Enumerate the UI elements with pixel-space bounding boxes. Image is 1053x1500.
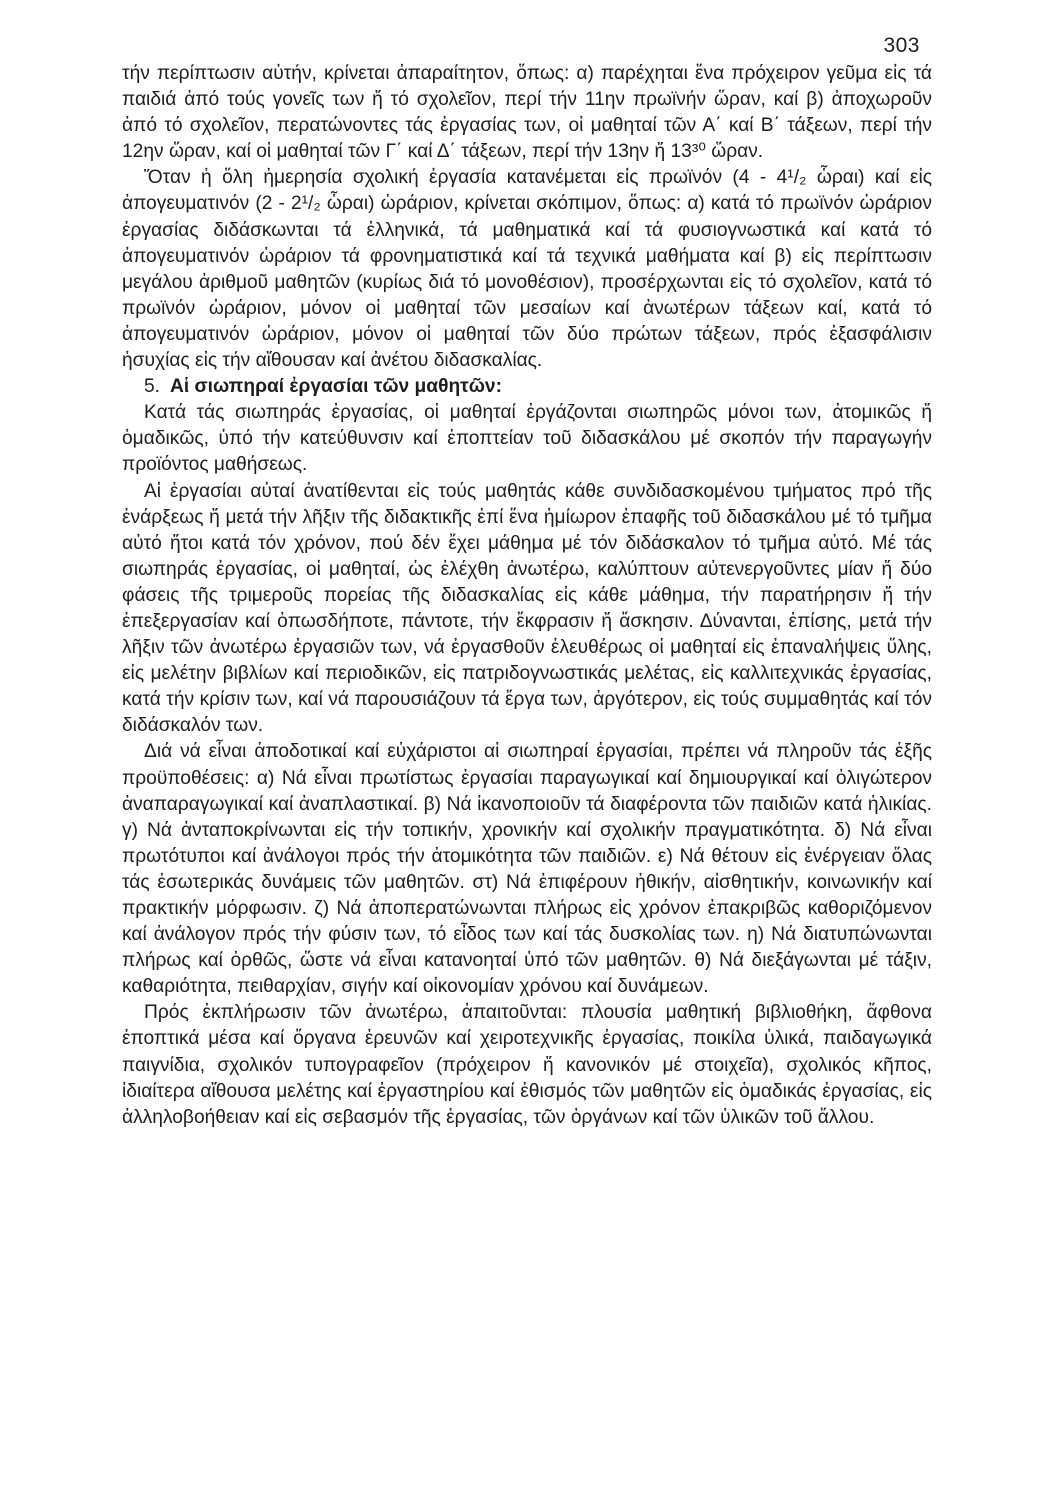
page-number: 303 <box>883 34 920 57</box>
section-title: Αἱ σιωπηραί ἐργασίαι τῶν μαθητῶν: <box>170 376 502 398</box>
section-heading <box>122 374 932 400</box>
paragraph-assignment: Αἱ ἐργασίαι αὐταί ἀνατίθενται εἰς τούς μαθητάς κάθε συνδιδασκομένου τμήματος πρό τῆς ἐνάρξεως ἤ μετά τήν λῆξιν τῆς διδακτικῆς ἐπί ἕνα ἡμίωρον ἐπαφῆς τοῦ διδασκάλου μέ τό τμῆμα αὐτό ἤτοι κατά τόν χρόνον, πού δέν ἔχει μάθημα μέ τόν διδάσκαλον τό τμῆμα αὐτό. Μέ τάς σιωπηράς ἐργασίας, οἱ μαθηταί, ὡς ἐλέχθη ἀνωτέρω, καλύπτουν αὐτενεργοῦντες μίαν ἤ δύο φάσεις τῆς τριμεροῦς πορείας τῆς διδασκαλίας εἰς κάθε μάθημα, τήν παρατήρησιν ἤ τήν ἐπεξεργασίαν καί ὁπωσδήποτε, πάντοτε, τήν ἔκφρασιν ἤ ἄσκησιν. Δύνανται, ἐπίσης, μετά τήν λῆξιν τῶν ἀνωτέρω ἐργασιῶν των, νά ἐργασθοῦν ἐλευθέρως οἱ μαθηταί εἰς ἐπαναλήψεις ὕλης, εἰς μελέτην βιβλίων καί περιοδικῶν, εἰς πατριδογνωστικάς μελέτας, εἰς καλλιτεχνικάς ἐργασίας, κατά τήν κρίσιν των, καί νά παρουσιάζουν τά ἔργα των, ἀργότερον, εἰς τούς συμμαθητάς καί τόν διδάσκαλόν των. <box>122 480 932 737</box>
paragraph-continuation: τήν περίπτωσιν αὐτήν, κρίνεται ἀπαραίτητον, ὅπως: α) παρέχηται ἕνα πρόχειρον γεῦμα εἰς τά παιδιά ἀπό τούς γονεῖς των ἤ τό σχολεῖον, περί τήν 11ην πρωϊνήν ὥραν, καί β) ἀποχωροῦν ἀπό τό σχολεῖον, περατώνοντες τάς ἐργασίας των, οἱ μαθηταί τῶν Α΄ καί Β΄ τάξεων, περί τήν 12ην ὥραν, καί οἱ μαθηταί τῶν Γ΄ καί Δ΄ τάξεων, περί τήν 13ην ἤ 13³⁰ ὥραν. <box>122 63 932 163</box>
paragraph-requirements: Πρός ἐκπλήρωσιν τῶν ἀνωτέρω, ἀπαιτοῦνται: πλουσία μαθητική βιβλιοθήκη, ἄφθονα ἐποπτικά μέσα καί ὄργανα ἐρευνῶν καί χειροτεχνικῆς ἐργασίας, ποικίλα ὑλικά, παιδαγωγικά παιγνίδια, σχολικόν τυπογραφεῖον (πρόχειρον ἤ κανονικόν μέ στοιχεῖα), σχολικός κῆπος, ἰδιαίτερα αἴθουσα μελέτης καί ἐργαστηρίου καί ἐθισμός τῶν μαθητῶν εἰς ὁμαδικάς ἐργασίας, εἰς ἀλληλοβοήθειαν καί εἰς σεβασμόν τῆς ἐργασίας, τῶν ὀργάνων καί τῶν ὑλικῶν τοῦ ἄλλου. <box>122 1002 932 1128</box>
body-text <box>122 61 932 1131</box>
section-number: 5. <box>144 376 161 398</box>
paragraph-conditions: Διά νά εἶναι ἀποδοτικαί καί εὐχάριστοι αἱ σιωπηραί ἐργασίαι, πρέπει νά πληροῦν τάς ἑξῆς προϋποθέσεις: α) Νά εἶναι πρωτίστως ἐργασίαι παραγωγικαί καί δημιουργικαί καί ὀλιγώτερον ἀναπαραγωγικαί καί ἀναπλαστικαί. β) Νά ἱκανοποιοῦν τά διαφέροντα τῶν παιδιῶν κατά ἡλικίας. γ) Νά ἀνταποκρίνωνται εἰς τήν τοπικήν, χρονικήν καί σχολικήν πραγματικότητα. δ) Νά εἶναι πρωτότυποι καί ἀνάλογοι πρός τήν ἀτομικότητα τῶν παιδιῶν. ε) Νά θέτουν εἰς ἐνέργειαν ὅλας τάς ἐσωτερικάς δυνάμεις τῶν μαθητῶν. στ) Νά ἐπιφέρουν ἠθικήν, αἰσθητικήν, κοινωνικήν καί πρακτικήν μόρφωσιν. ζ) Νά ἀποπερατώνωνται πλήρως εἰς χρόνον ἐπακριβῶς καθοριζόμενον καί ἀνάλογον πρός τήν φύσιν των, τό εἶδος των καί τάς δυσκολίας των. η) Νά διατυπώνωνται πλήρως καί ὀρθῶς, ὥστε νά εἶναι κατανοηταί ὑπό τῶν μαθητῶν. θ) Νά διεξάγωνται μέ τάξιν, καθαριότητα, πειθαρχίαν, σιγήν καί οἰκονομίαν χρόνου καί δυνάμεων. <box>122 741 932 998</box>
paragraph-definition: Κατά τάς σιωπηράς ἐργασίας, οἱ μαθηταί ἐργάζονται σιωπηρῶς μόνοι των, ἀτομικῶς ἤ ὁμαδικῶς, ὑπό τήν κατεύθυνσιν καί ἐποπτείαν τοῦ διδασκάλου μέ σκοπόν τήν παραγωγήν προϊόντος μαθήσεως. <box>122 402 932 476</box>
paragraph-schedule: Ὅταν ἡ ὅλη ἡμερησία σχολική ἐργασία κατανέμεται εἰς πρωϊνόν (4 - 4¹/₂ ὧραι) καί εἰς ἀπογευματινόν (2 - 2¹/₂ ὧραι) ὡράριον, κρίνεται σκόπιμον, ὅπως: α) κατά τό πρωϊνόν ὡράριον ἐργασίας διδάσκωνται τά ἑλληνικά, τά μαθηματικά καί τά φυσιογνωστικά καί κατά τό ἀπογευματινόν ὡράριον τά φρονηματιστικά καί τά τεχνικά μαθήματα καί β) εἰς περίπτωσιν μεγάλου ἀριθμοῦ μαθητῶν (κυρίως διά τό μονοθέσιον), προσέρχωνται εἰς τό σχολεῖον, κατά τό πρωϊνόν ὡράριον, μόνον οἱ μαθηταί τῶν μεσαίων καί ἀνωτέρων τάξεων καί, κατά τό ἀπογευματινόν ὡράριον, μόνον οἱ μαθηταί τῶν δύο πρώτων τάξεων, πρός ἐξασφάλισιν ἡσυχίας εἰς τήν αἴθουσαν καί ἀνέτου διδασκαλίας. <box>122 167 932 372</box>
